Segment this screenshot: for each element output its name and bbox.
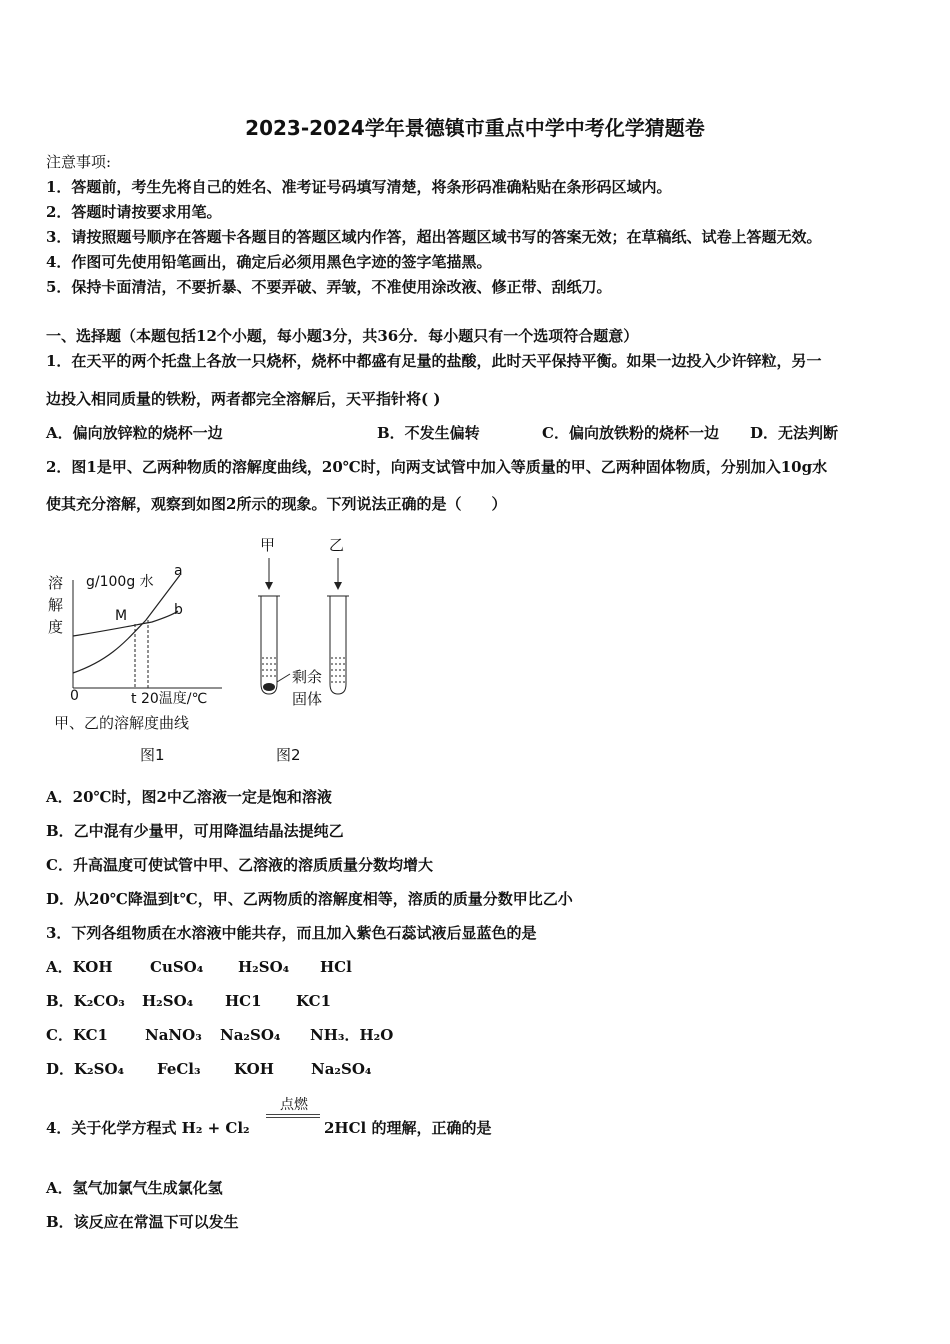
q2-stem-line1: 2．图1是甲、乙两种物质的溶解度曲线，20℃时，向两支试管中加入等质量的甲、乙两种固体物质，分别加入10g水 [46,458,828,476]
q3-option-d-item: Na₂SO₄ [311,1060,372,1078]
q2-option-b: B．乙中混有少量甲，可用降温结晶法提纯乙 [46,822,344,840]
q4-stem-start: 4．关于化学方程式 H₂ + Cl₂ [46,1119,250,1137]
q2-option-a: A．20℃时，图2中乙溶液一定是饱和溶液 [46,788,332,806]
q1-option-b: B．不发生偏转 [377,424,480,442]
intersection-label: M [115,608,128,624]
curve-b-label: b [174,602,183,618]
y-unit: g/100g 水 [86,574,154,590]
q3-option-b: B．K₂CO₃ [46,992,125,1010]
reaction-condition: 点燃 [280,1097,308,1113]
test-tube-figure [250,534,370,770]
x-axis-label: t 20温度/℃ [131,691,208,707]
q3-option-a: A．KOH [46,958,113,976]
q1-stem-line1: 1．在天平的两个托盘上各放一只烧杯，烧杯中都盛有足量的盐酸，此时天平保持平衡。如果一边投入少许锌粒，另一 [46,352,822,370]
q1-option-c: C．偏向放铁粉的烧杯一边 [542,424,719,442]
y-label-char: 解 [48,596,64,614]
q3-option-d: D．K₂SO₄ [46,1060,125,1078]
figure-2-label: 图2 [276,746,301,764]
equation-bar [266,1117,320,1118]
origin-label: 0 [70,688,79,704]
section-heading: 一、选择题（本题包括12个小题，每小题3分，共36分．每小题只有一个选项符合题意） [46,327,639,345]
q2-stem-line2: 使其充分溶解，观察到如图2所示的现象。下列说法正确的是（ ） [46,495,507,513]
residue-pointer [277,674,290,682]
solubility-figure [40,560,240,770]
q4-option-b: B．该反应在常温下可以发生 [46,1213,239,1231]
tube-1 [261,596,277,694]
q1-option-a: A．偏向放锌粒的烧杯一边 [46,424,223,442]
page-title: 2023-2024学年景德镇市重点中学中考化学猜题卷 [245,116,705,140]
residue-label: 剩余 [292,668,323,686]
q1-option-d: D．无法判断 [750,424,839,442]
q2-option-d: D．从20℃降温到t℃，甲、乙两物质的溶解度相等，溶质的质量分数甲比乙小 [46,890,573,908]
notice-item: 4．作图可先使用铅笔画出，确定后必须用黑色字迹的签字笔描黑。 [46,253,492,271]
tube-1-label: 甲 [260,536,276,554]
equation-bar [266,1114,320,1115]
curve-a-label: a [174,563,183,579]
residue-label: 固体 [292,690,323,708]
residue-solid [263,683,275,691]
q2-option-c: C．升高温度可使试管中甲、乙溶液的溶质质量分数均增大 [46,856,433,874]
notice-heading: 注意事项: [46,153,112,171]
y-label-char: 溶 [48,574,64,592]
arrow-head-icon [334,582,342,590]
solubility-chart [40,560,240,770]
q3-option-b-item: HC1 [225,992,262,1010]
y-label-char: 度 [48,618,64,636]
notice-item: 2．答题时请按要求用笔。 [46,203,222,221]
q3-option-c-item: NaNO₃ [145,1026,202,1044]
q3-option-a-item: HCl [320,958,352,976]
q1-stem-line2: 边投入相同质量的铁粉，两者都完全溶解后，天平指针将( ) [46,390,441,408]
q3-option-a-item: CuSO₄ [150,958,204,976]
notice-item: 3．请按照题号顺序在答题卡各题目的答题区域内作答，超出答题区域书写的答案无效；在草稿纸、试卷上答题无效。 [46,228,822,246]
q3-option-b-item: H₂SO₄ [142,992,194,1010]
q3-option-a-item: H₂SO₄ [238,958,290,976]
tube-2 [330,596,346,694]
q4-option-a: A．氢气加氯气生成氯化氢 [46,1179,223,1197]
test-tubes-drawing [250,534,370,770]
figure-caption: 甲、乙的溶解度曲线 [54,714,190,732]
q3-option-c-item: Na₂SO₄ [220,1026,281,1044]
tube-2-label: 乙 [329,536,345,554]
q3-option-c-item: NH₃．H₂O [310,1026,394,1044]
q4-stem-end: 2HCl 的理解，正确的是 [324,1119,492,1137]
arrow-head-icon [265,582,273,590]
q3-option-b-item: KC1 [296,992,332,1010]
q3-option-c: C．KC1 [46,1026,108,1044]
q3-stem: 3．下列各组物质在水溶液中能共存，而且加入紫色石蕊试液后显蓝色的是 [46,924,537,942]
notice-item: 1．答题前，考生先将自己的姓名、准考证号码填写清楚，将条形码准确粘贴在条形码区域内。 [46,178,672,196]
notice-item: 5．保持卡面清洁，不要折暴、不要弄破、弄皱，不准使用涂改液、修正带、刮纸刀。 [46,278,612,296]
figure-1-label: 图1 [140,746,165,764]
q3-option-d-item: FeCl₃ [157,1060,201,1078]
q3-option-d-item: KOH [234,1060,274,1078]
